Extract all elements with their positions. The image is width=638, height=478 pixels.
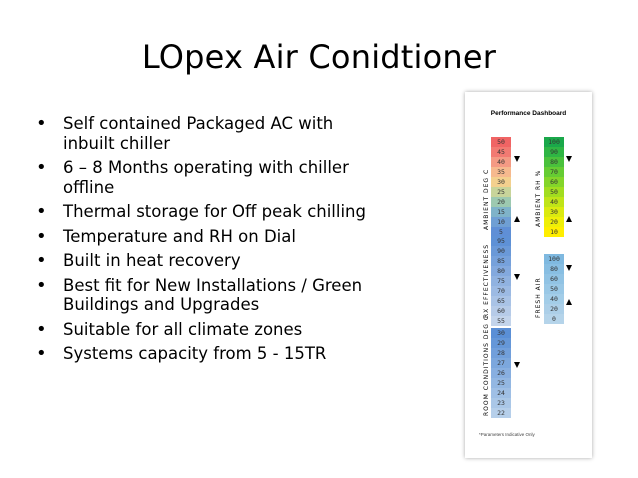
ambient-rh-scale bbox=[544, 137, 564, 237]
scale-cell: 90 bbox=[544, 147, 564, 157]
dashboard-title: Performance Dashboard bbox=[490, 110, 567, 117]
scale-label-rx-effectiveness: RX EFFECTIVENESS bbox=[483, 243, 490, 318]
scale-cell: 35 bbox=[491, 167, 511, 177]
indicator-up-icon bbox=[566, 299, 572, 305]
bullet-item: • Suitable for all climate zones bbox=[36, 320, 376, 340]
scale-label-ambient-rh: AMBIENT RH % bbox=[535, 169, 542, 227]
scale-cell: 20 bbox=[544, 304, 564, 314]
indicator-up-icon bbox=[514, 216, 520, 222]
scale-cell: 40 bbox=[491, 157, 511, 167]
scale-cell: 15 bbox=[491, 207, 511, 217]
scale-cell: 80 bbox=[544, 264, 564, 274]
scale-label-room-conditions: ROOM CONDITIONS DEG C bbox=[483, 314, 490, 416]
scale-cell: 22 bbox=[491, 408, 511, 418]
scale-cell: 50 bbox=[491, 137, 511, 147]
scale-cell: 70 bbox=[544, 167, 564, 177]
scale-cell: 100 bbox=[544, 137, 564, 147]
scale-cell: 20 bbox=[544, 217, 564, 227]
scale-cell: 30 bbox=[544, 207, 564, 217]
dashboard-footnote: *Parameters Indicative Only bbox=[479, 432, 535, 437]
scale-cell: 50 bbox=[544, 187, 564, 197]
scale-cell: 45 bbox=[491, 147, 511, 157]
ambient-temp-scale bbox=[491, 137, 511, 237]
scale-cell: 100 bbox=[544, 254, 564, 264]
scale-cell: 55 bbox=[491, 316, 511, 326]
scale-cell: 25 bbox=[491, 187, 511, 197]
scale-cell: 28 bbox=[491, 348, 511, 358]
bullet-item: • Self contained Packaged AC with inbuilt chiller bbox=[36, 114, 376, 153]
scale-cell: 40 bbox=[544, 197, 564, 207]
bullet-item: • Temperature and RH on Dial bbox=[36, 227, 376, 247]
scale-cell: 95 bbox=[491, 236, 511, 246]
scale-cell: 50 bbox=[544, 284, 564, 294]
scale-cell: 65 bbox=[491, 296, 511, 306]
scale-cell: 80 bbox=[491, 266, 511, 276]
indicator-down-icon bbox=[514, 362, 520, 368]
indicator-down-icon bbox=[566, 156, 572, 162]
scale-cell: 60 bbox=[491, 306, 511, 316]
fresh-air-scale bbox=[544, 254, 564, 324]
bullet-item: • Built in heat recovery bbox=[36, 251, 376, 271]
bullet-item: • 6 – 8 Months operating with chiller offline bbox=[36, 158, 376, 197]
scale-cell: 40 bbox=[544, 294, 564, 304]
scale-cell: 90 bbox=[491, 246, 511, 256]
scale-label-ambient-temp: AMBIENT DEG C bbox=[483, 168, 490, 230]
bullet-item: • Thermal storage for Off peak chilling bbox=[36, 202, 376, 222]
bullet-item: • Best fit for New Installations / Green Buildings and Upgrades bbox=[36, 276, 376, 315]
scale-cell: 60 bbox=[544, 177, 564, 187]
scale-label-fresh-air: FRESH AIR bbox=[535, 277, 542, 318]
performance-dashboard-image bbox=[465, 92, 592, 458]
scale-cell: 80 bbox=[544, 157, 564, 167]
indicator-down-icon bbox=[566, 265, 572, 271]
scale-cell: 27 bbox=[491, 358, 511, 368]
slide-title: LOpex Air Conidtioner bbox=[141, 38, 497, 76]
scale-cell: 85 bbox=[491, 256, 511, 266]
scale-cell: 10 bbox=[491, 217, 511, 227]
room-conditions-scale bbox=[491, 328, 511, 418]
scale-cell: 25 bbox=[491, 378, 511, 388]
scale-cell: 5 bbox=[491, 227, 511, 237]
indicator-down-icon bbox=[514, 156, 520, 162]
scale-cell: 30 bbox=[491, 177, 511, 187]
bullet-list bbox=[36, 114, 376, 369]
scale-cell: 26 bbox=[491, 368, 511, 378]
scale-cell: 24 bbox=[491, 388, 511, 398]
indicator-up-icon bbox=[566, 216, 572, 222]
scale-cell: 23 bbox=[491, 398, 511, 408]
scale-cell: 70 bbox=[491, 286, 511, 296]
scale-cell: 30 bbox=[491, 328, 511, 338]
scale-cell: 29 bbox=[491, 338, 511, 348]
scale-cell: 75 bbox=[491, 276, 511, 286]
bullet-item: • Systems capacity from 5 - 15TR bbox=[36, 344, 376, 364]
scale-cell: 60 bbox=[544, 274, 564, 284]
indicator-down-icon bbox=[514, 274, 520, 280]
scale-cell: 10 bbox=[544, 227, 564, 237]
scale-cell: 20 bbox=[491, 197, 511, 207]
rx-effectiveness-scale bbox=[491, 236, 511, 326]
scale-cell: 0 bbox=[544, 314, 564, 324]
